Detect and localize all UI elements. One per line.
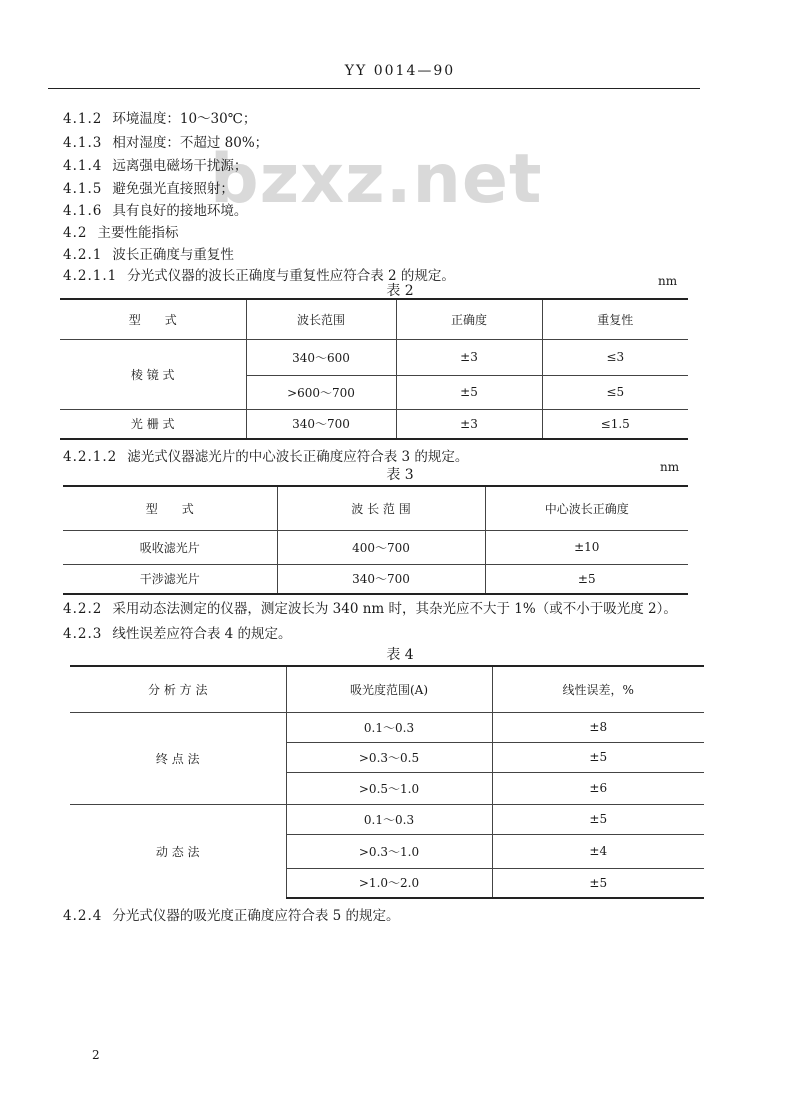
clause-text: 避免强光直接照射；	[112, 181, 234, 197]
table-row	[63, 530, 688, 564]
table-3	[63, 485, 688, 595]
table-header-cell: 波长范围	[246, 299, 396, 339]
table-cell: 400～700	[277, 530, 485, 564]
table-header-row	[70, 666, 704, 712]
table-cell: 0.1～0.3	[286, 712, 492, 742]
table-header-cell: 线性误差，%	[492, 666, 704, 712]
table-cell: ±5	[485, 564, 688, 594]
table-cell: 0.1～0.3	[286, 804, 492, 834]
clause-number: 4.2.3	[63, 626, 103, 642]
table-header-cell: 型 式	[63, 486, 277, 530]
clause-text: 波长正确度与重复性	[112, 247, 234, 263]
table-header-cell: 正确度	[396, 299, 542, 339]
clause-text: 相对湿度：不超过 80%；	[112, 135, 269, 151]
clause-text: 主要性能指标	[97, 225, 179, 241]
clause-number: 4.1.6	[63, 203, 103, 219]
table-cell: ±5	[492, 742, 704, 772]
clause-4-2-1	[63, 243, 234, 263]
page-number: 2	[92, 1048, 100, 1062]
clause-number: 4.1.5	[63, 181, 103, 197]
table-header-cell: 重复性	[542, 299, 688, 339]
table-cell: >0.5～1.0	[286, 772, 492, 804]
clause-number: 4.2.2	[63, 601, 103, 617]
clause-4-1-6	[63, 199, 247, 219]
clause-4-1-3	[63, 131, 268, 151]
clause-text: 线性误差应符合表 4 的规定。	[112, 626, 292, 642]
clause-number: 4.2.1.2	[63, 449, 118, 465]
clause-number: 4.1.4	[63, 158, 103, 174]
table-row	[60, 409, 688, 439]
table-row	[60, 339, 688, 375]
clause-text: 具有良好的接地环境。	[112, 203, 248, 219]
clause-text: 分光式仪器的吸光度正确度应符合表 5 的规定。	[112, 908, 400, 924]
table-cell: >1.0～2.0	[286, 868, 492, 898]
watermark: bzxz.net	[210, 140, 543, 219]
table-cell: ±3	[396, 409, 542, 439]
clause-4-2-2	[63, 597, 677, 617]
table-cell: 340～700	[246, 409, 396, 439]
table-cell: >600～700	[246, 375, 396, 409]
table-header-cell: 波 长 范 围	[277, 486, 485, 530]
table-cell-type: 光 栅 式	[60, 409, 246, 439]
table-cell: ±8	[492, 712, 704, 742]
table2-caption: 表 2	[386, 283, 414, 299]
table-header-cell: 分 析 方 法	[70, 666, 286, 712]
table-header-cell: 型 式	[60, 299, 246, 339]
table-cell-method: 终 点 法	[70, 712, 286, 804]
clause-4-2-4	[63, 904, 400, 924]
clause-4-2-3	[63, 622, 292, 642]
table-cell: ≤5	[542, 375, 688, 409]
table-header-cell: 吸光度范围(A)	[286, 666, 492, 712]
table-cell: 340～600	[246, 339, 396, 375]
clause-text: 采用动态法测定的仪器，测定波长为 340 nm 时，其杂光应不大于 1%（或不小于吸光度 2）。	[112, 601, 677, 617]
table-4	[70, 665, 704, 899]
table3-caption: 表 3	[386, 467, 414, 483]
clause-number: 4.2	[63, 225, 88, 241]
table-row	[70, 804, 704, 834]
table-row	[63, 564, 688, 594]
table-cell-method: 动 态 法	[70, 804, 286, 898]
table-cell-type: 吸收滤光片	[63, 530, 277, 564]
table-header-cell: 中心波长正确度	[485, 486, 688, 530]
table-2	[60, 298, 688, 440]
clause-text: 分光式仪器的波长正确度与重复性应符合表 2 的规定。	[127, 268, 455, 284]
clause-text: 滤光式仪器滤光片的中心波长正确度应符合表 3 的规定。	[127, 449, 469, 465]
table-header-row	[63, 486, 688, 530]
clause-number: 4.2.1	[63, 247, 103, 263]
table-cell: ±5	[492, 804, 704, 834]
table-row	[70, 712, 704, 742]
clause-text: 远离强电磁场干扰源；	[112, 158, 248, 174]
table2-unit: nm	[658, 274, 678, 288]
clause-number: 4.1.3	[63, 135, 103, 151]
header-rule	[48, 88, 700, 89]
table-cell: ±6	[492, 772, 704, 804]
table-cell: ±5	[396, 375, 542, 409]
clause-4-1-2	[63, 107, 256, 127]
table-cell-type: 干涉滤光片	[63, 564, 277, 594]
table-cell: ±5	[492, 868, 704, 898]
clause-4-2-1-2	[63, 445, 468, 465]
clause-number: 4.2.4	[63, 908, 103, 924]
table-cell: ≤3	[542, 339, 688, 375]
table-header-row	[60, 299, 688, 339]
table-cell: ±3	[396, 339, 542, 375]
document-id: YY 0014—90	[344, 63, 456, 79]
table-cell: 340～700	[277, 564, 485, 594]
clause-number: 4.2.1.1	[63, 268, 118, 284]
table-cell-type: 棱 镜 式	[60, 339, 246, 409]
clause-4-1-5	[63, 177, 234, 197]
table-cell: >0.3～1.0	[286, 834, 492, 868]
clause-text: 环境温度：10～30℃；	[112, 111, 257, 127]
clause-4-2	[63, 221, 178, 241]
clause-number: 4.1.2	[63, 111, 103, 127]
table-cell: ±4	[492, 834, 704, 868]
table-cell: ±10	[485, 530, 688, 564]
table4-caption: 表 4	[386, 647, 414, 663]
table3-unit: nm	[660, 460, 680, 474]
clause-4-1-4	[63, 154, 247, 174]
table-cell: ≤1.5	[542, 409, 688, 439]
table-cell: >0.3～0.5	[286, 742, 492, 772]
